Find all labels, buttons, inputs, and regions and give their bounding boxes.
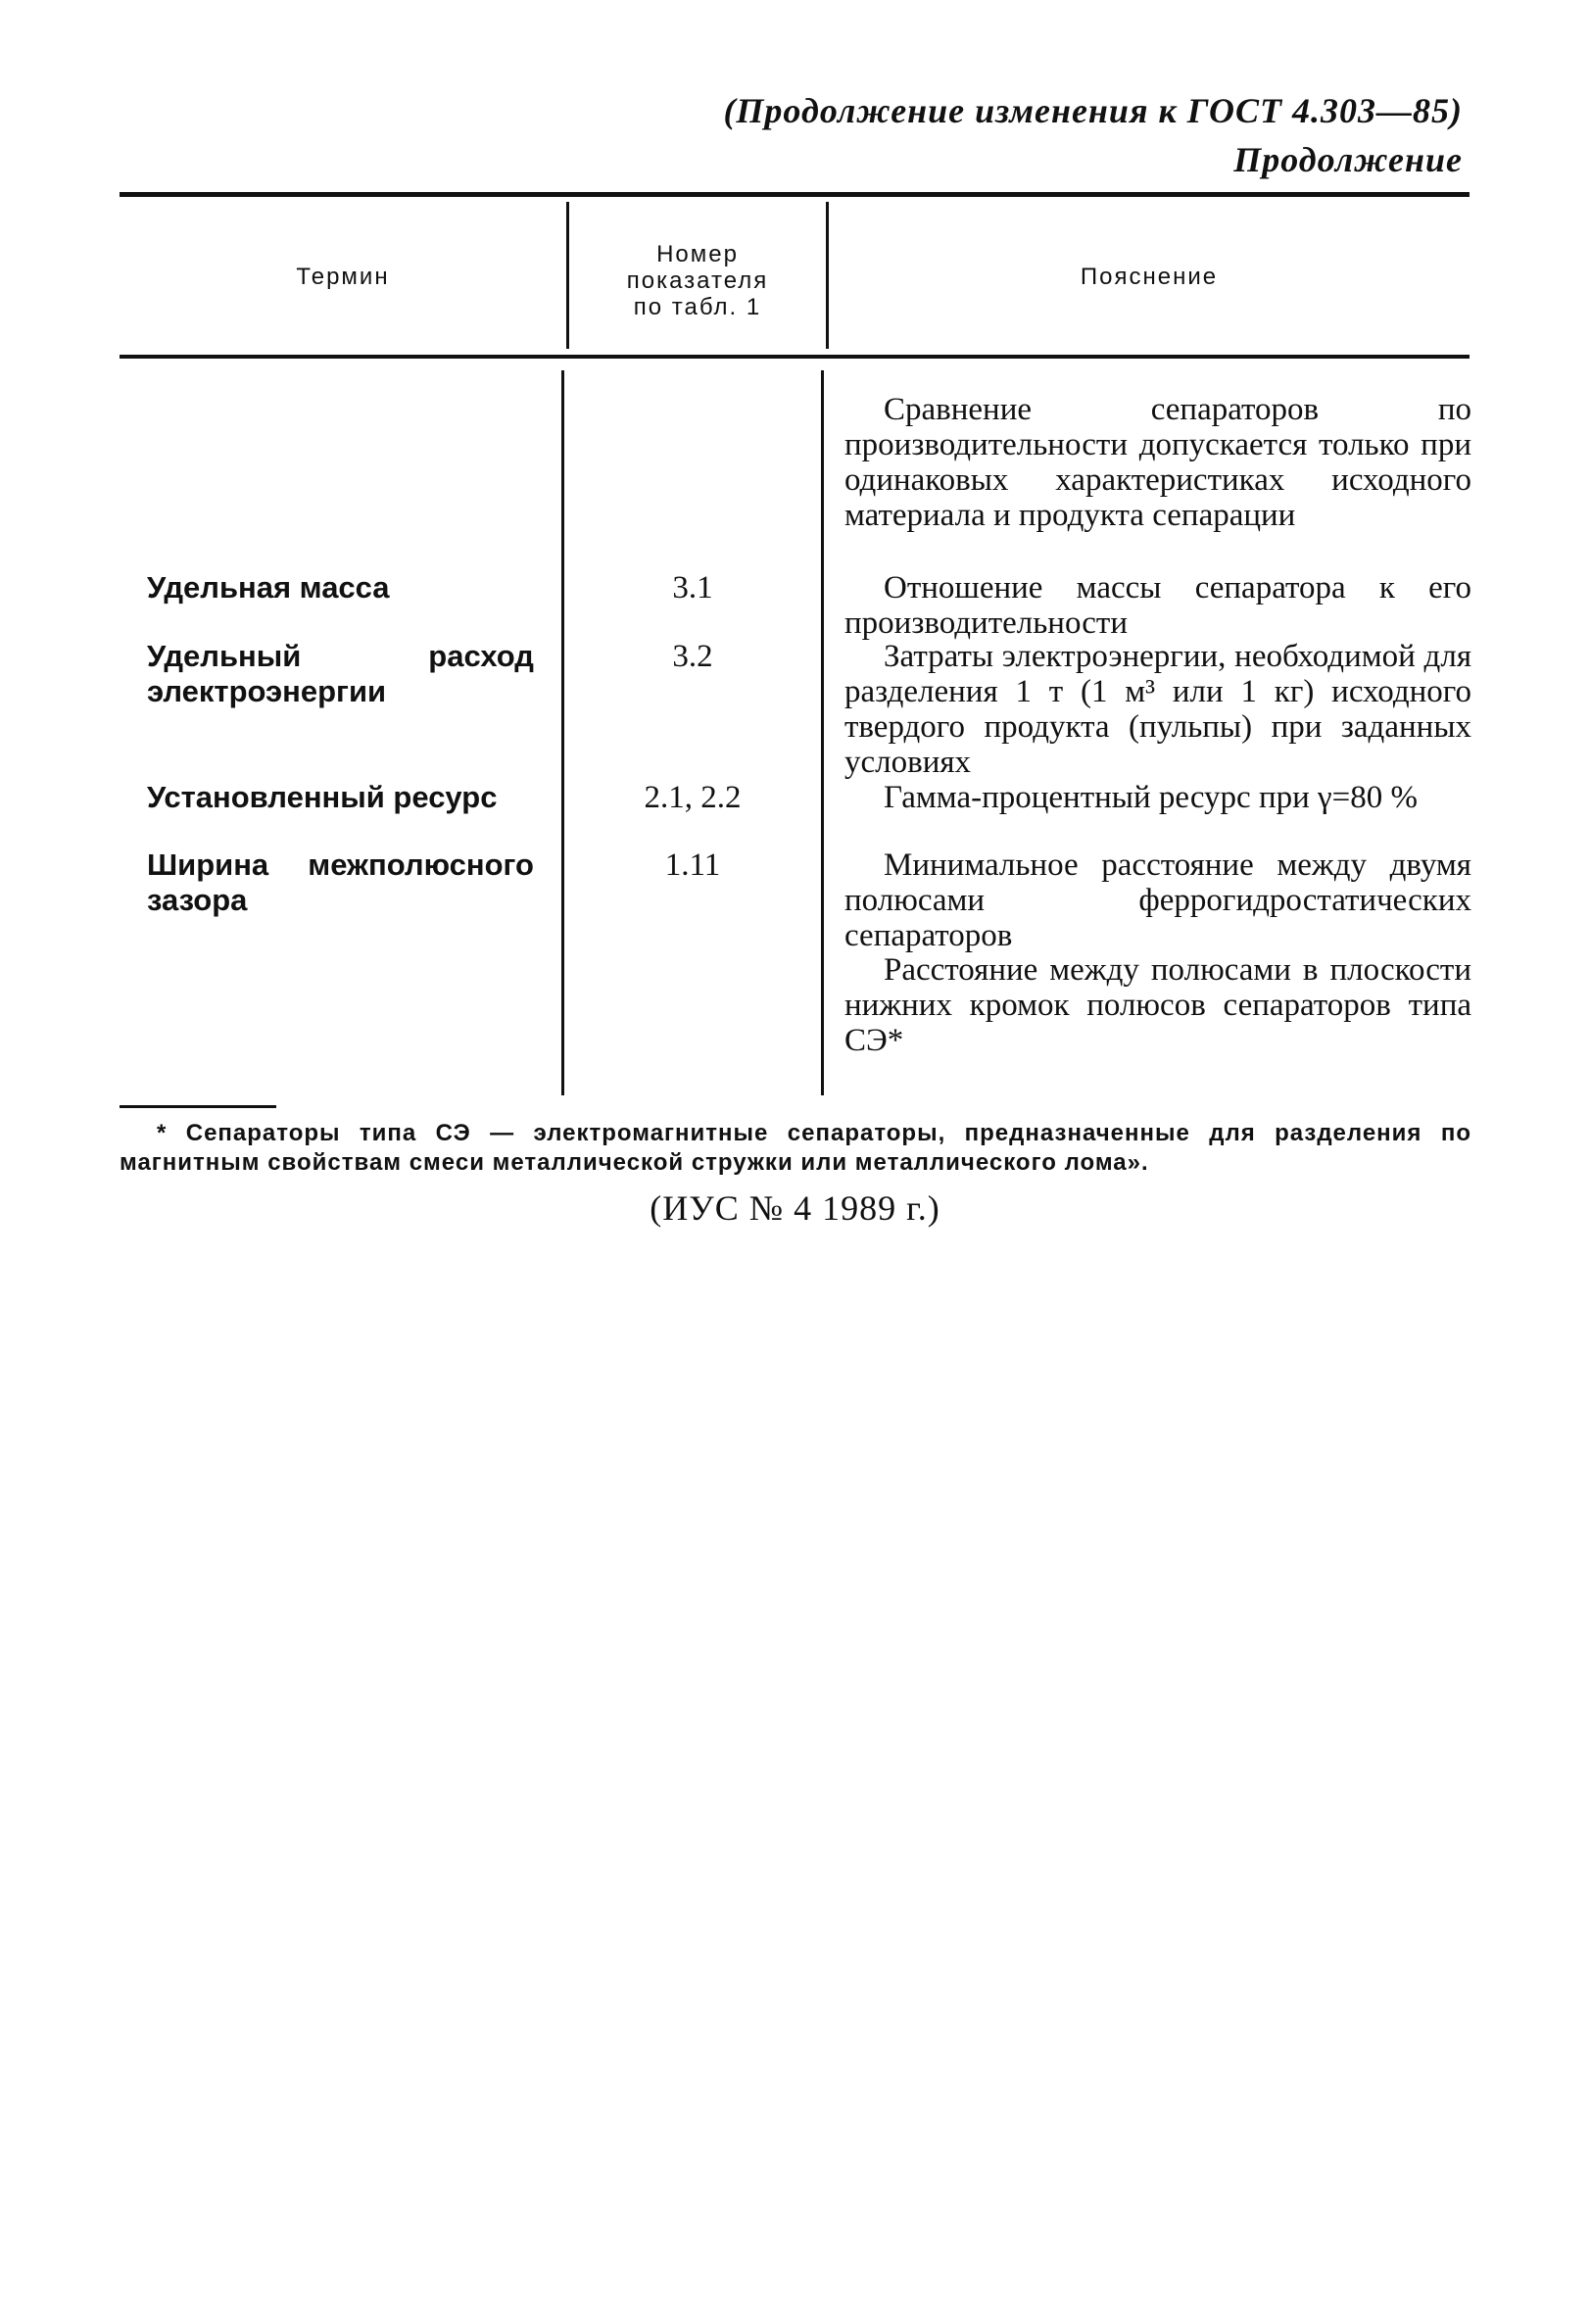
table-row-term: Удельная масса [147, 570, 390, 605]
footnote-rule [120, 1105, 276, 1108]
table-row-number: 1.11 [664, 847, 721, 883]
table-row-term: Установленный ресурс [147, 780, 498, 814]
header-divider-left [566, 202, 569, 349]
table-row-number: 2.1, 2.2 [644, 780, 742, 815]
body-divider-left [561, 370, 564, 1095]
continuation-label: Продолжение [1233, 140, 1463, 179]
document-ref-header: (Продолжение изменения к ГОСТ 4.303—85) [723, 91, 1463, 130]
body-divider-right [821, 370, 824, 1095]
table-row-number: 3.2 [672, 639, 713, 674]
column-header-number-line-3: по табл. 1 [633, 294, 762, 320]
table-row-number: 3.1 [672, 570, 713, 605]
source-reference: (ИУС № 4 1989 г.) [650, 1188, 940, 1228]
footnote: * Сепараторы типа СЭ — электромагнитные сепараторы, предназначенные для разделения по магнитным свойствам смеси металлической стружки или металлического лома». [120, 1120, 1471, 1176]
table-row-explanation: Отношение массы сепаратора к его производительности [844, 570, 1471, 641]
table-row-explanation: Минимальное расстояние между двумя полюсами феррогидростатических сепараторов [844, 847, 1471, 953]
table-row-term: Ширина межполюсного зазора [147, 847, 534, 917]
column-header-number-line-1: Номер [656, 241, 739, 267]
table-row-term: Удельный расход электроэнергии [147, 639, 534, 708]
table-top-rule [120, 192, 1470, 197]
table-row-explanation: Гамма-процентный ресурс при γ=80 % [884, 780, 1418, 815]
table-row-explanation: Расстояние между полюсами в плоскости нижних кромок полюсов сепараторов типа СЭ* [844, 952, 1471, 1058]
header-divider-right [826, 202, 829, 349]
column-header-number [569, 241, 826, 320]
intro-explanation: Сравнение сепараторов по производительности допускается только при одинаковых характеристиках исходного материала и продукта сепарации [844, 392, 1471, 533]
table-row-explanation: Затраты электроэнергии, необходимой для разделения 1 т (1 м³ или 1 кг) исходного твердого продукта (пульпы) при заданных условиях [844, 639, 1471, 780]
column-header-explanation: Пояснение [1080, 264, 1219, 290]
column-header-number-line-2: показателя [626, 267, 769, 294]
column-header-term: Термин [296, 264, 390, 290]
table-header-rule [120, 355, 1470, 359]
